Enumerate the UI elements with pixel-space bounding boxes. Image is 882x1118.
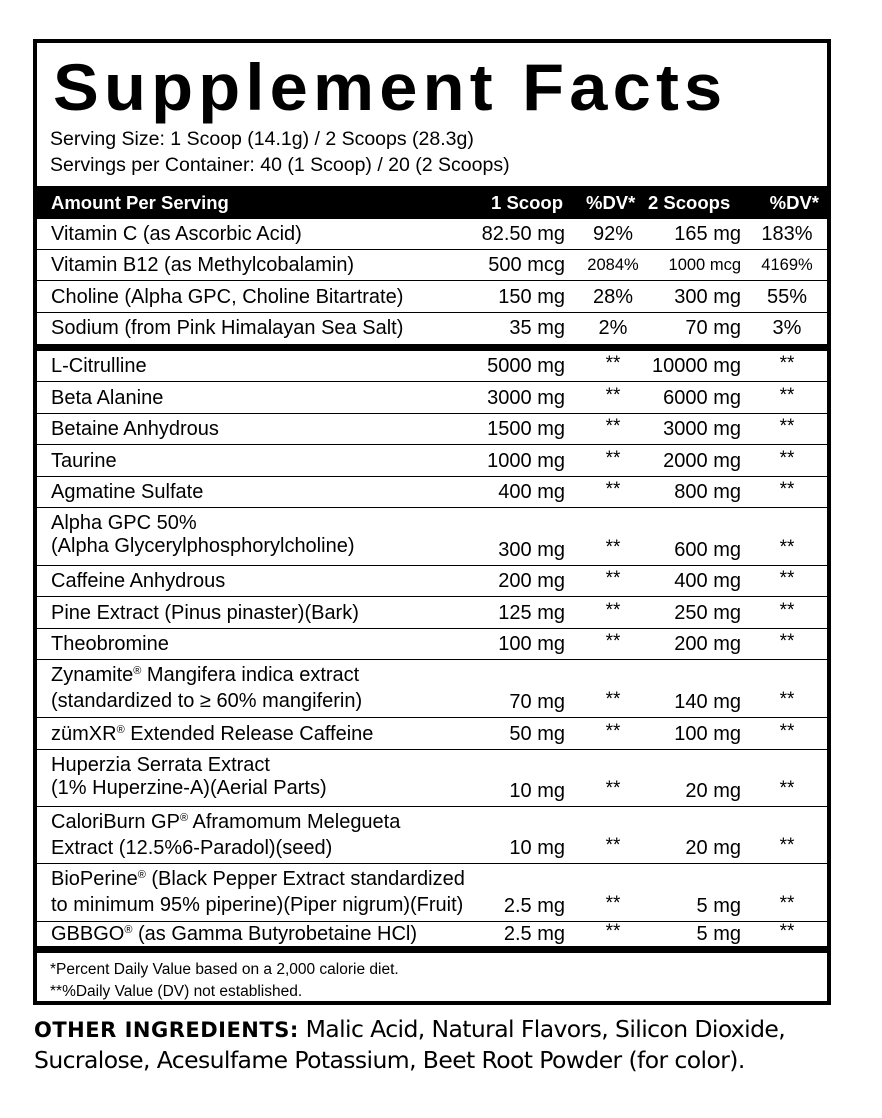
ingredient-name xyxy=(51,512,354,558)
ingredient-name-line-1 xyxy=(51,723,373,749)
dv-2-scoops: 183% xyxy=(761,223,813,245)
dv-2-scoops: ** xyxy=(779,479,795,500)
ingredient-name xyxy=(51,754,327,800)
nutrient-row xyxy=(37,250,827,281)
ingredient-name xyxy=(51,418,219,441)
amount-1-scoop: 100 mg xyxy=(498,633,565,655)
ingredient-name-line-2: (1% Huperzine-A)(Aerial Parts) xyxy=(51,777,327,799)
amount-2-scoops: 2000 mg xyxy=(663,450,741,472)
ingredient-row xyxy=(37,445,827,477)
header-dv-2: %DV* xyxy=(769,192,819,213)
ingredient-name-line-2: Extract (12.5%6-Paradol)(seed) xyxy=(51,837,333,859)
amount-2-scoops: 800 mg xyxy=(674,481,741,503)
ingredient-row xyxy=(37,566,827,597)
nutrient-row xyxy=(37,313,827,344)
ingredient-name-line-1: Caffeine Anhydrous xyxy=(51,570,226,592)
registered-mark: ® xyxy=(137,869,146,881)
ingredient-name-line-2: (standardized to ≥ 60% mangiferin) xyxy=(51,690,363,712)
ingredient-name-line-2: to minimum 95% piperine)(Piper nigrum)(Fruit) xyxy=(51,894,464,916)
other-ingredients xyxy=(34,1014,854,1075)
amount-2-scoops: 5 mg xyxy=(696,895,741,917)
ingredient-row xyxy=(37,750,827,807)
dv-1-scoop: ** xyxy=(605,835,621,856)
dv-2-scoops: 3% xyxy=(772,317,802,339)
amount-2-scoops: 300 mg xyxy=(674,286,741,308)
dv-2-scoops: ** xyxy=(779,537,795,558)
dv-1-scoop: ** xyxy=(605,353,621,374)
ingredient-row xyxy=(37,629,827,660)
amount-1-scoop: 2.5 mg xyxy=(503,923,565,945)
amount-2-scoops: 20 mg xyxy=(685,780,741,802)
amount-2-scoops: 400 mg xyxy=(674,570,741,592)
nutrient-row xyxy=(37,281,827,313)
ingredient-name-line-1: Agmatine Sulfate xyxy=(51,481,204,503)
ingredient-name xyxy=(51,387,163,410)
dv-1-scoop: ** xyxy=(605,448,621,469)
ingredient-name-line-1 xyxy=(51,664,362,690)
amount-1-scoop: 70 mg xyxy=(509,691,565,713)
ingredient-name xyxy=(51,481,203,504)
dv-2-scoops: ** xyxy=(779,893,795,914)
footnote-dv-not-established: **%Daily Value (DV) not established. xyxy=(50,983,303,1000)
ingredient-row xyxy=(37,597,827,629)
amount-2-scoops: 5 mg xyxy=(696,923,741,945)
dv-1-scoop: ** xyxy=(605,568,621,589)
brand-name: BioPerine xyxy=(51,868,138,890)
registered-mark: ® xyxy=(124,924,133,936)
ingredient-name xyxy=(51,602,359,625)
amount-2-scoops: 6000 mg xyxy=(663,387,741,409)
dv-2-scoops: 4169% xyxy=(761,256,813,274)
amount-1-scoop: 10 mg xyxy=(509,837,565,859)
dv-1-scoop: 92% xyxy=(592,223,634,245)
amount-2-scoops: 600 mg xyxy=(674,539,741,561)
amount-2-scoops: 200 mg xyxy=(674,633,741,655)
dv-2-scoops: ** xyxy=(779,448,795,469)
table-header xyxy=(37,186,827,219)
ingredient-name-line-1: L-Citrulline xyxy=(51,355,147,377)
dv-1-scoop: ** xyxy=(605,689,621,710)
dv-2-scoops: ** xyxy=(779,689,795,710)
amount-1-scoop: 400 mg xyxy=(498,481,565,503)
amount-1-scoop: 125 mg xyxy=(498,602,565,624)
amount-2-scoops: 100 mg xyxy=(674,723,741,745)
ingredient-name xyxy=(51,355,147,378)
ingredient-name-line-1: Pine Extract (Pinus pinaster)(Bark) xyxy=(51,602,359,624)
amount-1-scoop: 1000 mg xyxy=(487,450,565,472)
dv-1-scoop: ** xyxy=(605,778,621,799)
dv-2-scoops: ** xyxy=(779,835,795,856)
ingredient-desc: (as Gamma Butyrobetaine HCl) xyxy=(132,923,418,945)
dv-1-scoop: 2084% xyxy=(587,256,639,274)
nutrient-name: Sodium (from Pink Himalayan Sea Salt) xyxy=(51,317,404,339)
amount-2-scoops: 10000 mg xyxy=(652,355,741,377)
brand-name: Zynamite xyxy=(51,664,134,686)
servings-per-container: Servings per Container: 40 (1 Scoop) / 20 (2 Scoops) xyxy=(50,154,510,176)
ingredient-name-line-2: (Alpha Glycerylphosphorylcholine) xyxy=(51,535,355,557)
dv-2-scoops: ** xyxy=(779,385,795,406)
amount-1-scoop: 300 mg xyxy=(498,539,565,561)
dv-1-scoop: ** xyxy=(605,600,621,621)
amount-1-scoop: 1500 mg xyxy=(487,418,565,440)
panel-title: Supplement Facts xyxy=(53,50,728,124)
thick-divider-bottom xyxy=(37,946,827,953)
dv-1-scoop: ** xyxy=(605,631,621,652)
header-1-scoop: 1 Scoop xyxy=(491,192,563,213)
dv-2-scoops: ** xyxy=(779,416,795,437)
other-ingredients-label: OTHER INGREDIENTS: xyxy=(34,1018,299,1042)
ingredient-row xyxy=(37,351,827,382)
ingredient-desc: (Black Pepper Extract standardized xyxy=(145,868,465,890)
ingredient-name-line-1 xyxy=(51,868,465,894)
amount-1-scoop: 5000 mg xyxy=(487,355,565,377)
header-amount: Amount Per Serving xyxy=(51,192,229,213)
ingredient-name xyxy=(51,664,362,713)
registered-mark: ® xyxy=(116,724,125,736)
thick-divider xyxy=(37,344,827,351)
dv-2-scoops: ** xyxy=(779,631,795,652)
amount-2-scoops: 140 mg xyxy=(674,691,741,713)
amount-2-scoops: 3000 mg xyxy=(663,418,741,440)
ingredient-row xyxy=(37,508,827,566)
dv-2-scoops: 55% xyxy=(766,286,808,308)
amount-1-scoop: 500 mcg xyxy=(488,254,565,276)
ingredient-row xyxy=(37,477,827,508)
footnote-percent-dv: *Percent Daily Value based on a 2,000 calorie diet. xyxy=(50,961,399,978)
ingredient-row xyxy=(37,864,827,922)
header-2-scoops: 2 Scoops xyxy=(648,192,731,213)
ingredient-row xyxy=(37,718,827,750)
ingredient-name xyxy=(51,633,169,656)
ingredient-row xyxy=(37,414,827,445)
amount-1-scoop: 200 mg xyxy=(498,570,565,592)
ingredient-name xyxy=(51,811,400,860)
ingredient-row xyxy=(37,807,827,864)
dv-2-scoops: ** xyxy=(779,778,795,799)
dv-1-scoop: ** xyxy=(605,385,621,406)
dv-1-scoop: ** xyxy=(605,479,621,500)
ingredient-name xyxy=(51,723,373,749)
ingredient-name xyxy=(51,450,117,473)
amount-1-scoop: 2.5 mg xyxy=(503,895,565,917)
dv-2-scoops: ** xyxy=(779,568,795,589)
nutrient-row xyxy=(37,219,827,250)
other-ingredients-text: Malic Acid, Natural Flavors, Silicon Dioxide, Sucralose, Acesulfame Potassium, Beet Root Powder (for color). xyxy=(34,1015,786,1074)
ingredient-name-line-1: Beta Alanine xyxy=(51,387,164,409)
ingredient-name-line-1: Alpha GPC 50% xyxy=(51,512,197,534)
dv-1-scoop: ** xyxy=(605,921,621,942)
supplement-facts-panel xyxy=(33,39,831,1005)
dv-2-scoops: ** xyxy=(779,721,795,742)
amount-1-scoop: 82.50 mg xyxy=(481,223,565,245)
serving-size: Serving Size: 1 Scoop (14.1g) / 2 Scoops (28.3g) xyxy=(50,128,474,150)
amount-2-scoops: 250 mg xyxy=(674,602,741,624)
dv-1-scoop: 28% xyxy=(592,286,634,308)
brand-name: CaloriBurn GP xyxy=(51,811,180,833)
dv-2-scoops: ** xyxy=(779,353,795,374)
ingredient-row xyxy=(37,922,827,946)
amount-1-scoop: 35 mg xyxy=(509,317,565,339)
nutrient-name: Vitamin B12 (as Methylcobalamin) xyxy=(51,254,355,276)
amount-1-scoop: 10 mg xyxy=(509,780,565,802)
nutrient-name: Choline (Alpha GPC, Choline Bitartrate) xyxy=(51,286,404,308)
registered-mark: ® xyxy=(179,812,189,824)
amount-2-scoops: 20 mg xyxy=(685,837,741,859)
ingredient-name-line-1: Taurine xyxy=(51,450,117,472)
ingredient-name-line-1: Huperzia Serrata Extract xyxy=(51,754,270,776)
dv-1-scoop: ** xyxy=(605,537,621,558)
dv-1-scoop: 2% xyxy=(598,317,628,339)
dv-2-scoops: ** xyxy=(779,600,795,621)
ingredient-name-line-1: Betaine Anhydrous xyxy=(51,418,219,440)
ingredient-name xyxy=(51,868,465,917)
dv-1-scoop: ** xyxy=(605,893,621,914)
amount-1-scoop: 150 mg xyxy=(498,286,565,308)
ingredient-name-line-1 xyxy=(51,811,400,837)
amount-1-scoop: 3000 mg xyxy=(487,387,565,409)
nutrient-name: Vitamin C (as Ascorbic Acid) xyxy=(51,223,302,245)
dv-1-scoop: ** xyxy=(605,721,621,742)
brand-name: GBBGO xyxy=(51,923,125,945)
amount-2-scoops: 70 mg xyxy=(685,317,741,339)
ingredient-name xyxy=(51,570,225,593)
ingredient-desc: Mangifera indica extract xyxy=(141,664,360,686)
registered-mark: ® xyxy=(133,665,142,677)
dv-1-scoop: ** xyxy=(605,416,621,437)
ingredient-desc: Extended Release Caffeine xyxy=(124,723,374,745)
amount-1-scoop: 50 mg xyxy=(509,723,565,745)
ingredient-name-line-1: Theobromine xyxy=(51,633,169,655)
header-dv-1: %DV* xyxy=(586,192,636,213)
ingredient-row xyxy=(37,660,827,718)
brand-name: zümXR xyxy=(51,723,117,745)
amount-2-scoops: 1000 mcg xyxy=(668,256,741,274)
ingredient-row xyxy=(37,382,827,414)
dv-2-scoops: ** xyxy=(779,921,795,942)
amount-2-scoops: 165 mg xyxy=(674,223,741,245)
ingredient-desc: Aframomum Melegueta xyxy=(188,811,401,833)
